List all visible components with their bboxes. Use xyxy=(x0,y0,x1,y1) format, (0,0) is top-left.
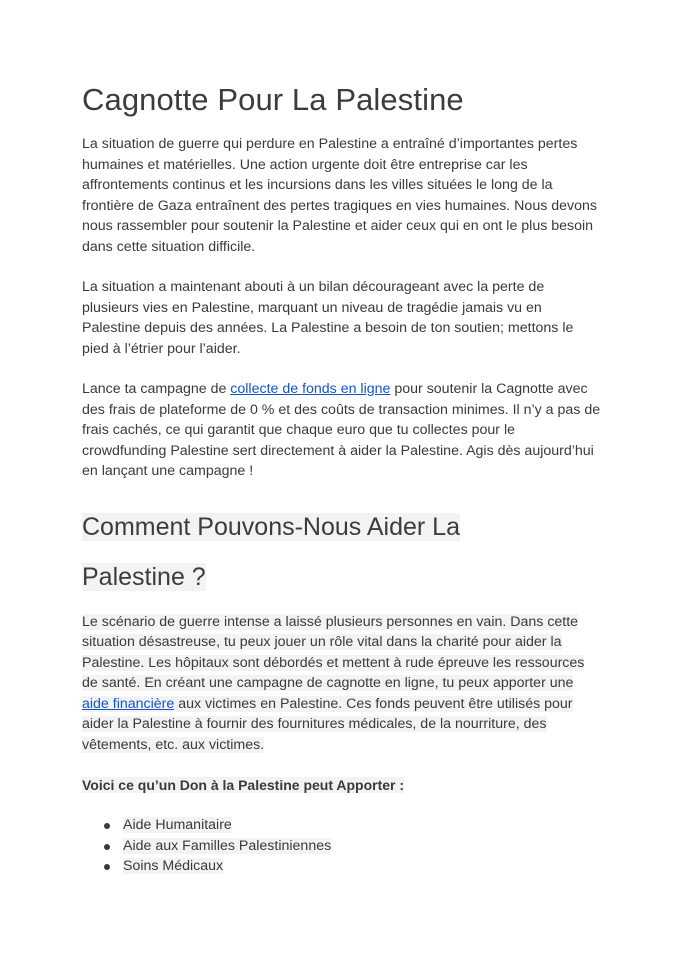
donation-subheading xyxy=(82,775,602,795)
campaign-text-after: pour soutenir la Cagnotte avec des frais de plateforme de 0 % et des coûts de transaction minimes. Il n’y a pas de frais cachés, ce qui garantit que chaque euro que tu collectes pour le crowdfunding Palestine sert directement à aider la Palestine. Agis dès aujourd’hui en lançant une campagne ! xyxy=(82,381,601,479)
list-item-text: Soins Médicaux xyxy=(123,858,224,874)
list-item xyxy=(104,815,602,836)
fundraising-link[interactable]: collecte de fonds en ligne xyxy=(230,381,391,397)
section-heading-line1: Comment Pouvons-Nous Aider La xyxy=(82,512,460,541)
list-item xyxy=(104,836,602,857)
list-item xyxy=(104,856,602,877)
section-heading xyxy=(82,502,602,602)
donation-subheading-text: Voici ce qu’un Don à la Palestine peut Apporter : xyxy=(82,777,405,793)
bullet-icon xyxy=(104,864,110,870)
list-item-text: Aide aux Familles Palestiniennes xyxy=(123,837,332,854)
benefits-list xyxy=(82,815,602,877)
campaign-text-before: Lance ta campagne de xyxy=(82,381,231,397)
campaign-paragraph xyxy=(82,379,602,482)
document-content xyxy=(82,80,602,877)
page-title: Cagnotte Pour La Palestine xyxy=(82,82,464,117)
section-heading-line2: Palestine ? xyxy=(82,562,206,591)
help-paragraph xyxy=(82,612,602,756)
bullet-icon xyxy=(104,823,110,829)
help-text-before: Le scénario de guerre intense a laissé plusieurs personnes en vain. Dans cette situation désastreuse, tu peux jouer un rôle vital dans la charité pour aider la Palestine. Les hôpitaux sont débordés et mettent à rude épreuve les ressources de santé. En créant une campagne de cagnotte en ligne, tu peux apporter une xyxy=(82,613,585,691)
help-text-after: aux victimes en Palestine. Ces fonds peuvent être utilisés pour aider la Palestine à fournir des fournitures médicales, de la nourriture, des vêtements, etc. aux victimes. xyxy=(82,695,573,753)
situation-paragraph: La situation a maintenant abouti à un bilan décourageant avec la perte de plusieurs vies en Palestine, marquant un niveau de tragédie jamais vu en Palestine depuis des années. La Palestine a besoin de ton soutien; mettons le pied à l’étrier pour l’aider. xyxy=(82,279,574,357)
intro-paragraph: La situation de guerre qui perdure en Palestine a entraîné d’importantes pertes humaines et matérielles. Une action urgente doit être entreprise car les affrontements continus et les incursions dans les villes situées le long de la frontière de Gaza entraînent des pertes tragiques en vies humaines. Nous devons nous rassembler pour soutenir la Palestine et aider ceux qui en ont le plus besoin dans cette situation difficile. xyxy=(82,136,597,255)
financial-aid-link[interactable]: aide financière xyxy=(82,695,175,712)
list-item-text: Aide Humanitaire xyxy=(123,817,232,833)
bullet-icon xyxy=(104,844,110,850)
